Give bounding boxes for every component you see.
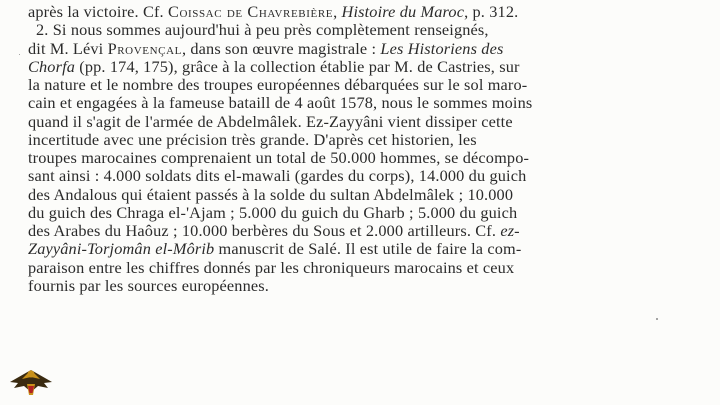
text-line — [36, 21, 692, 39]
italic-run: Les Historiens des — [380, 38, 504, 58]
text-run: des Arabes du Haôuz ; 10.000 berbères du Sous et 2.000 artilleurs. Cf. — [28, 221, 501, 240]
italic-run: Chorfa — [28, 56, 76, 76]
text-line — [28, 167, 692, 185]
italic-run: Histoire du Maroc — [341, 2, 465, 21]
eagle-crest-icon — [4, 362, 58, 404]
text-run: quand il s'agit de l'armée de Abdelmâlek. Ez-Zayyâni vient dissiper cette — [28, 111, 513, 131]
text-line — [28, 222, 692, 240]
text-line — [28, 3, 692, 21]
text-run: dit M. Lévi — [28, 38, 108, 58]
text-run: 2. Si nous sommes aujourd'hui à peu près complètement renseignés, — [36, 20, 489, 40]
text-line — [28, 149, 692, 167]
scan-speck — [656, 318, 658, 320]
text-run: du guich des Chraga el-'Ajam ; 5.000 du guich du Gharb ; 5.000 du guich — [28, 202, 518, 222]
text-run: fournis par les sources européennes. — [28, 275, 269, 295]
text-line — [28, 186, 692, 204]
text-run: , dans son œuvre magistrale : — [181, 38, 381, 58]
text-line — [28, 58, 692, 76]
text-run: (pp. 174, 175), grâce à la collection établie par M. de Castries, sur — [75, 56, 520, 76]
text-run: cain et engagées à la fameuse bataill de 4 août 1578, nous le sommes moins — [28, 93, 533, 113]
text-run: paraison entre les chiffres donnés par les chroniqueurs marocains et ceux — [28, 257, 515, 277]
text-run: troupes marocaines comprenaient un total de 50.000 hommes, se décompo- — [28, 148, 530, 167]
text-line — [28, 259, 692, 277]
text-run: sant ainsi : 4.000 soldats dits el-mawali (gardes du corps), 14.000 du guich — [28, 166, 527, 186]
text-line — [28, 40, 692, 58]
text-line — [28, 76, 692, 94]
text-run: des Andalous qui étaient passés à la solde du sultan Abdelmâlek ; 10.000 — [28, 184, 514, 204]
text-run: , p. 312. — [464, 2, 519, 21]
text-run: la nature et le nombre des troupes européennes débarquées sur le sol maro- — [28, 75, 528, 94]
italic-run: ez- — [500, 221, 520, 240]
scan-speck — [19, 54, 20, 55]
text-run: , — [333, 2, 342, 21]
text-run: incertitude avec une précision très grande. D'après cet historien, les — [28, 129, 477, 149]
text-line — [28, 113, 692, 131]
italic-run: Zayyâni-Torjomân el-Môrib — [28, 239, 215, 259]
text-line — [28, 204, 692, 222]
text-line — [28, 94, 692, 112]
small-caps-run: Provençal — [107, 38, 182, 58]
text-run: après la victoire. Cf. — [28, 2, 168, 21]
text-run: manuscrit de Salé. Il est utile de faire la com- — [214, 239, 522, 259]
text-line — [28, 240, 692, 258]
small-caps-run: Coissac de Chavrebière — [167, 2, 334, 21]
text-line — [28, 277, 692, 295]
text-line — [28, 131, 692, 149]
